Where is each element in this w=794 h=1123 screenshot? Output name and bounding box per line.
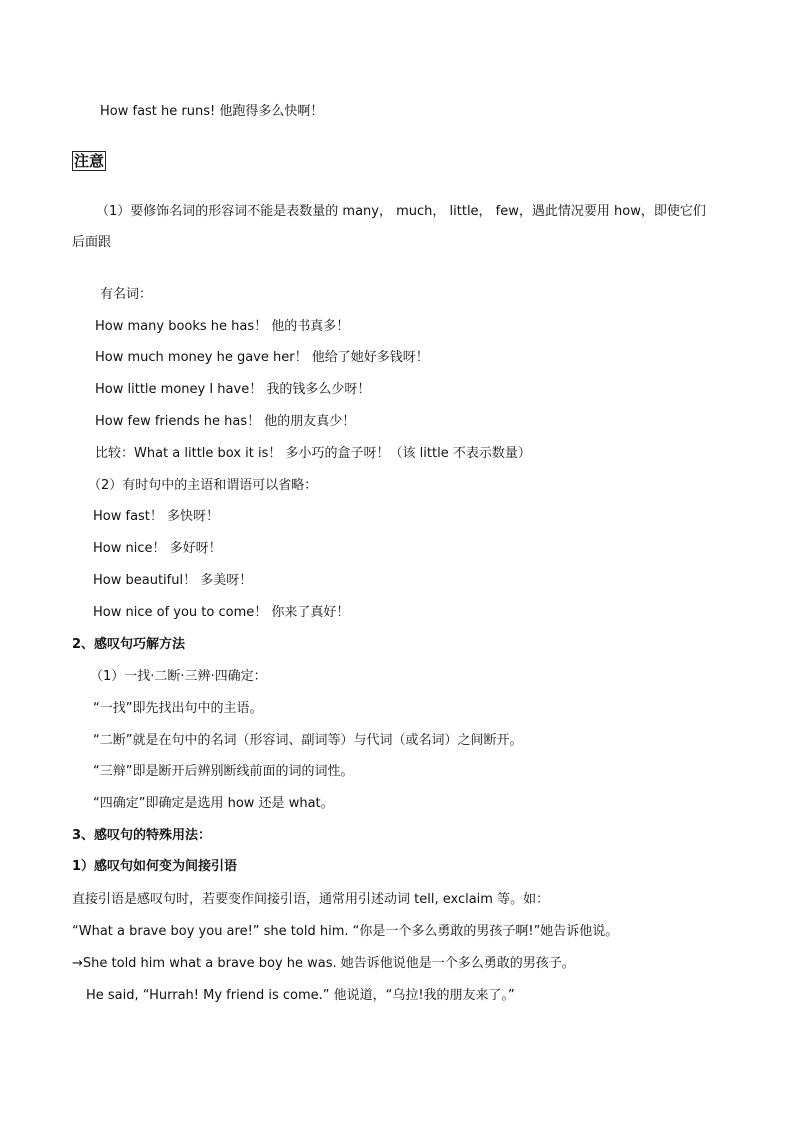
step-find: “一找”即先找出句中的主语。 — [93, 701, 263, 716]
example-how-beautiful: How beautiful！ 多美呀！ — [93, 573, 253, 588]
example-how-few-friends: How few friends he has！ 他的朋友真少！ — [95, 414, 356, 429]
heading-section-3: 3、感叹句的特殊用法： — [72, 828, 212, 843]
example-how-fast-runs: How fast he runs! 他跑得多么快啊！ — [100, 104, 324, 119]
example-how-nice: How nice！ 多好呀！ — [93, 541, 222, 556]
note-2-omission: （2）有时句中的主语和谓语可以省略： — [88, 478, 318, 493]
note-1-line-2: 后面跟 — [72, 235, 112, 250]
heading-section-2: 2、感叹句巧解方法 — [72, 637, 186, 652]
step-determine: “四确定”即确定是选用 how 还是 what。 — [93, 796, 334, 811]
method-steps: （1）一找·二断·三辨·四确定： — [90, 669, 267, 684]
example-how-little-money: How little money I have！ 我的钱多么少呀！ — [95, 382, 371, 397]
example-how-fast: How fast！ 多快呀！ — [93, 509, 220, 524]
example-how-many-books: How many books he has！ 他的书真多！ — [95, 319, 350, 334]
example-how-much-money: How much money he gave her！ 他给了她好多钱呀！ — [95, 350, 429, 365]
example-hurrah: He said, “Hurrah! My friend is come.” 他说道，“乌拉!我的朋友来了。” — [86, 988, 515, 1003]
step-distinguish: “三辩”即是断开后辨别断线前面的词的词性。 — [93, 764, 354, 779]
noun-follows-label: 有名词： — [100, 287, 153, 302]
comparison-little-box: 比较：What a little box it is！ 多小巧的盒子呀！（该 little 不表示数量） — [95, 446, 531, 461]
indirect-speech-rule: 直接引语是感叹句时，若要变作间接引语，通常用引述动词 tell, exclaim 等。如： — [72, 892, 550, 907]
step-break: “二断”就是在句中的名词（形容词、副词等）与代词（或名词）之间断开。 — [93, 733, 523, 748]
note-1-line-1: （1）要修饰名词的形容词不能是表数量的 many， much， little， few，遇此情况要用 how，即使它们 — [96, 204, 706, 219]
subheading-indirect-speech: 1）感叹句如何变为间接引语 — [72, 859, 238, 874]
section-title-notice — [72, 152, 106, 172]
example-brave-boy-direct: “What a brave boy you are!” she told him. “你是一个多么勇敢的男孩子啊!”她告诉他说。 — [72, 924, 619, 939]
example-how-nice-of-you: How nice of you to come！ 你来了真好！ — [93, 605, 350, 620]
example-brave-boy-indirect: →She told him what a brave boy he was. 她告诉他说他是一个多么勇敢的男孩子。 — [72, 956, 575, 971]
notice-label: 注意 — [74, 152, 105, 170]
